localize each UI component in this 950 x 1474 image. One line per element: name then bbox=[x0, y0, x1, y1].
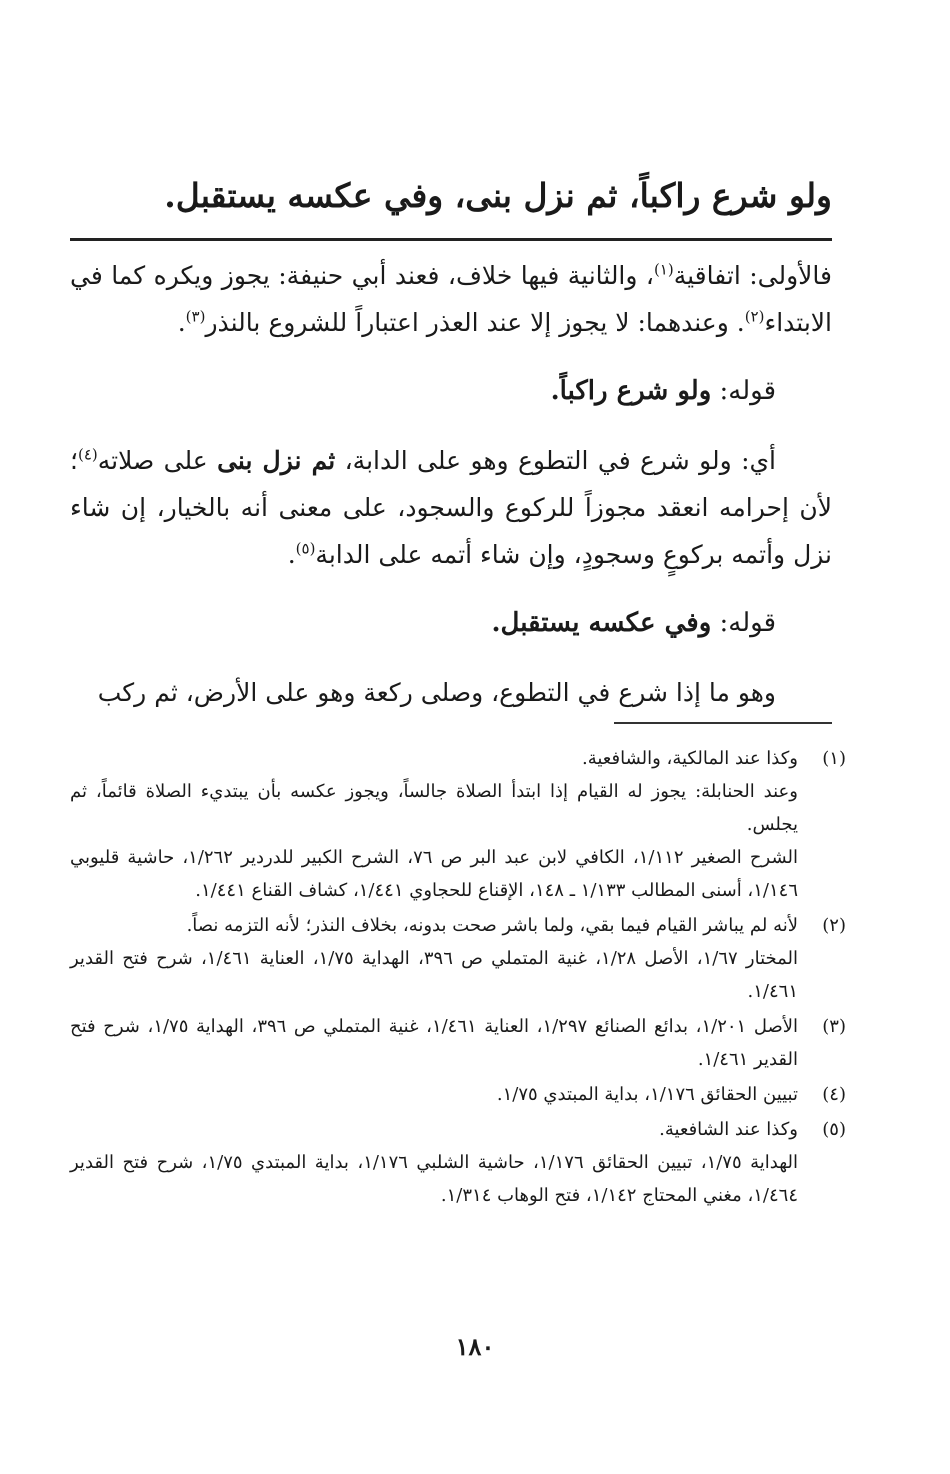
footnote-number: (٢) bbox=[822, 915, 846, 936]
footnote-text: وكذا عند المالكية، والشافعية. bbox=[582, 748, 798, 769]
footnote-text: الهداية ١/٧٥، تبيين الحقائق ١/١٧٦، حاشية الشلبي ١/١٧٦، بداية المبتدي ١/٧٥، شرح فتح القدير ١/٤٦٤، مغني المحتاج ١/١٤٢، فتح الوهاب ١/٣١٤. bbox=[70, 1152, 798, 1206]
qawl-prefix: قوله: bbox=[719, 376, 776, 406]
footnote-ref-3[interactable]: (٣) bbox=[185, 307, 206, 326]
footnote-body bbox=[70, 1010, 798, 1076]
footnote-text: الشرح الصغير ١/١١٢، الكافي لابن عبد البر ص ٧٦، الشرح الكبير للدردير ١/٢٦٢، حاشية قليوبي ١/١٤٦، أسنى المطالب ١/١٣٣ ـ ١٤٨، الإقناع للحجاوي ١/٤٤١، كشاف القناع ١/٤٤١. bbox=[70, 847, 798, 901]
footnote-text: المختار ١/٦٧، الأصل ١/٢٨، غنية المتملي ص ٣٩٦، الهداية ١/٧٥، العناية ١/٤٦١، شرح فتح القدير ١/٤٦١. bbox=[70, 948, 799, 1002]
text-run: ؛ لأن إحرامه انعقد مجوزاً للركوع والسجود، على معنى أنه بالخيار، إن شاء نزل وأتمه بركوعٍ وسجودٍ، وإن شاء أتمه على الدابة bbox=[70, 446, 832, 569]
commentary-paragraph-1 bbox=[70, 252, 832, 346]
text-run: . bbox=[177, 308, 186, 337]
footnote-2 bbox=[70, 909, 846, 1008]
footnote-text: وكذا عند الشافعية. bbox=[659, 1119, 798, 1140]
matn-quote-inline: ثم نزل بنى bbox=[217, 446, 336, 475]
footnote-1 bbox=[70, 742, 846, 907]
footnote-body bbox=[70, 742, 798, 907]
text-run: . bbox=[287, 540, 296, 569]
text-run: على صلاته bbox=[97, 446, 208, 475]
footnote-number: (١) bbox=[822, 748, 846, 769]
qawl-quote: وفي عكسه يستقبل. bbox=[491, 608, 712, 638]
footnote-body bbox=[70, 909, 798, 1008]
footnote-number: (٣) bbox=[822, 1016, 846, 1037]
text-run: . وعندهما: لا يجوز إلا عند العذر اعتباراً للشروع بالنذر bbox=[205, 308, 745, 337]
footnotes-section bbox=[70, 742, 846, 1214]
footnote-ref-2[interactable]: (٢) bbox=[744, 307, 765, 326]
footnote-5 bbox=[70, 1113, 846, 1212]
qawl-heading-1 bbox=[70, 368, 832, 415]
footnote-text: تبيين الحقائق ١/١٧٦، بداية المبتدي ١/٧٥. bbox=[496, 1084, 798, 1105]
commentary-body bbox=[70, 252, 832, 716]
footnote-text: لأنه لم يباشر القيام فيما بقي، ولما باشر صحت بدونه، بخلاف النذر؛ لأنه التزمه نصاً. bbox=[186, 915, 798, 936]
footnote-ref-5[interactable]: (٥) bbox=[295, 539, 316, 558]
footnote-3 bbox=[70, 1010, 846, 1076]
footnote-text: وعند الحنابلة: يجوز له القيام إذا ابتدأ الصلاة جالساً، ويجوز عكسه بأن يبتديء الصلاة قائماً، ثم يجلس. bbox=[70, 781, 798, 835]
footnote-number: (٤) bbox=[822, 1084, 846, 1105]
qawl-heading-2 bbox=[70, 600, 832, 647]
footnote-body bbox=[70, 1113, 798, 1212]
page-number: ١٨٠ bbox=[455, 1332, 495, 1361]
qawl-quote: ولو شرع راكباً. bbox=[550, 376, 712, 406]
footnote-number: (٥) bbox=[822, 1119, 846, 1140]
commentary-paragraph-2 bbox=[70, 437, 832, 578]
text-run: ، والثانية فيها خلاف، فعند أبي حنيفة: يجوز ويكره كما في الابتداء bbox=[70, 261, 832, 337]
footnote-4 bbox=[70, 1078, 846, 1111]
footnote-separator bbox=[614, 722, 832, 724]
footnote-body bbox=[70, 1078, 798, 1111]
qawl-prefix: قوله: bbox=[719, 608, 776, 638]
separator-rule bbox=[70, 238, 832, 241]
commentary-paragraph-3: وهو ما إذا شرع في التطوع، وصلى ركعة وهو على الأرض، ثم ركب bbox=[97, 678, 776, 707]
footnote-ref-1[interactable]: (١) bbox=[653, 260, 674, 279]
footnote-ref-4[interactable]: (٤) bbox=[77, 445, 98, 464]
text-run: فالأولى: اتفاقية bbox=[673, 261, 832, 290]
matn-heading: ولو شرع راكباً، ثم نزل بنى، وفي عكسه يستقبل. bbox=[164, 176, 832, 215]
text-run: أي: ولو شرع في التطوع وهو على الدابة، bbox=[344, 446, 777, 475]
footnote-text: الأصل ١/٢٠١، بدائع الصنائع ١/٢٩٧، العناية ١/٤٦١، غنية المتملي ص ٣٩٦، الهداية ١/٧٥، شرح فتح القدير ١/٤٦١. bbox=[70, 1016, 799, 1070]
